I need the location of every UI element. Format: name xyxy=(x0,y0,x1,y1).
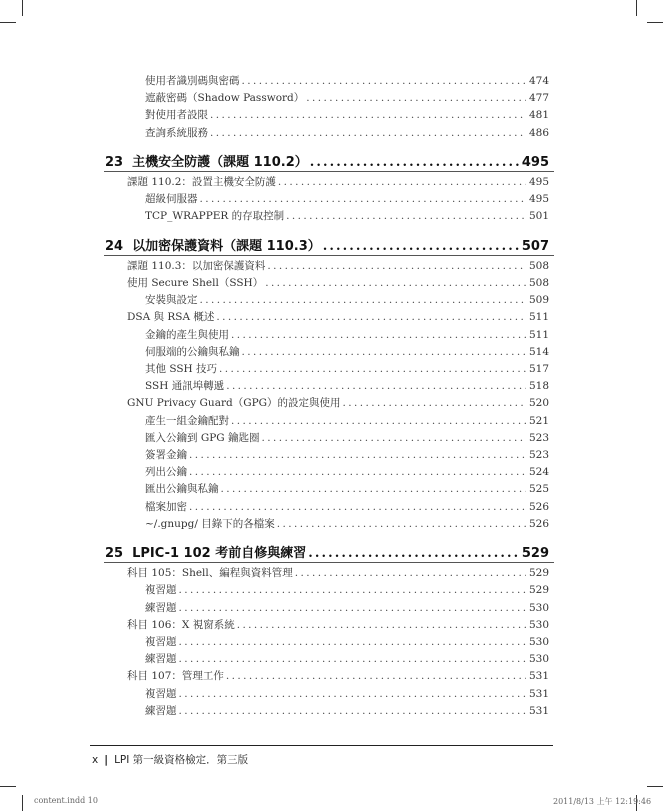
page-number: 530 xyxy=(528,618,549,631)
toc-entry xyxy=(145,703,549,718)
page-number: 530 xyxy=(528,653,549,666)
dot-leader xyxy=(343,397,526,409)
dot-leader xyxy=(221,483,526,495)
toc-entry xyxy=(145,481,549,496)
toc-entry xyxy=(145,430,549,445)
chapter-rule xyxy=(104,171,554,172)
toc-entry xyxy=(145,327,549,342)
dot-leader xyxy=(286,210,526,222)
page-number: 495 xyxy=(528,193,549,206)
page-number: 531 xyxy=(528,670,549,683)
entry-title: 遮蔽密碼（Shadow Password） xyxy=(145,92,305,105)
page-footer xyxy=(92,752,248,767)
footer-book-title: LPI 第一級資格檢定．第三版 xyxy=(114,754,249,766)
entry-title: 練習題 xyxy=(145,653,177,666)
entry-title: 檔案加密 xyxy=(145,500,187,513)
toc-entry xyxy=(145,107,549,122)
dot-leader xyxy=(210,109,526,121)
dot-leader xyxy=(200,294,526,306)
entry-title: 匯入公鑰到 GPG 鑰匙圈 xyxy=(145,431,260,444)
toc-entry xyxy=(145,447,549,462)
toc-entry xyxy=(145,464,549,479)
toc-entry xyxy=(127,309,549,324)
page-number: 529 xyxy=(521,546,549,561)
dot-leader xyxy=(179,636,526,648)
toc-entry xyxy=(127,395,549,410)
dot-leader xyxy=(310,155,519,170)
slug-timestamp: 2011/8/13 上午 12:19:46 xyxy=(553,797,652,806)
dot-leader xyxy=(306,92,526,104)
toc-entry xyxy=(127,668,549,683)
chapter-number: 23 xyxy=(105,154,124,170)
page-number: 518 xyxy=(528,380,549,393)
chapter-title: 主機安全防護（課題 110.2） xyxy=(132,154,308,170)
toc-entry xyxy=(145,292,549,307)
toc-entry xyxy=(145,686,549,701)
dot-leader xyxy=(231,329,526,341)
page-number: 495 xyxy=(528,176,549,188)
chapter-entry xyxy=(105,235,549,254)
toc-entry xyxy=(145,361,549,376)
dot-leader xyxy=(262,432,526,444)
footer-separator: | xyxy=(104,753,109,766)
dot-leader xyxy=(189,449,526,461)
page-number: 501 xyxy=(528,210,549,223)
page-number: 523 xyxy=(528,449,549,461)
footer-page-number: x xyxy=(92,753,99,766)
entry-title: 伺服端的公鑰與私鑰 xyxy=(145,345,240,358)
dot-leader xyxy=(267,260,526,272)
toc-entry xyxy=(145,516,549,531)
page-number: 477 xyxy=(528,92,549,105)
page-number: 531 xyxy=(528,704,549,717)
entry-title: TCP_WRAPPER 的存取控制 xyxy=(145,210,285,223)
entry-title: 練習題 xyxy=(145,704,177,717)
toc-entry xyxy=(145,499,549,514)
page-number: 511 xyxy=(528,328,549,341)
dot-leader xyxy=(226,670,526,682)
page-number: 526 xyxy=(528,500,549,513)
page-number: 508 xyxy=(528,259,549,272)
entry-title: DSA 與 RSA 概述 xyxy=(127,311,215,324)
dot-leader xyxy=(242,346,526,358)
toc-entry xyxy=(145,90,549,105)
dot-leader xyxy=(210,127,526,139)
entry-title: 簽署金鑰 xyxy=(145,449,187,461)
toc-entry xyxy=(145,413,549,428)
dot-leader xyxy=(231,415,526,427)
page-number: 474 xyxy=(528,75,549,87)
toc-entry xyxy=(145,344,549,359)
toc-entry xyxy=(145,73,549,88)
page-number: 529 xyxy=(528,567,549,580)
entry-title: 安裝與設定 xyxy=(145,294,198,307)
chapter-number: 25 xyxy=(105,546,124,561)
entry-title: GNU Privacy Guard（GPG）的設定與使用 xyxy=(127,397,341,410)
page-number: 520 xyxy=(528,397,549,410)
page-number: 523 xyxy=(528,431,549,444)
page-number: 511 xyxy=(528,311,549,324)
entry-title: 匯出公鑰與私鑰 xyxy=(145,483,219,496)
chapter-rule xyxy=(104,255,554,256)
page-number: 530 xyxy=(528,601,549,614)
dot-leader xyxy=(226,380,526,392)
chapter-entry xyxy=(105,542,549,561)
toc-entry xyxy=(127,617,549,632)
entry-title: 複習題 xyxy=(145,687,177,700)
chapter-number: 24 xyxy=(105,238,124,254)
toc-entry xyxy=(145,125,549,140)
page-number: 486 xyxy=(528,126,549,139)
footer-rule xyxy=(90,745,553,746)
dot-leader xyxy=(179,584,526,596)
dot-leader xyxy=(278,176,526,188)
entry-title: 金鑰的產生與使用 xyxy=(145,328,229,341)
dot-leader xyxy=(200,193,526,205)
entry-title: 複習題 xyxy=(145,636,177,648)
entry-title: 列出公鑰 xyxy=(145,466,187,479)
dot-leader xyxy=(189,501,526,513)
page-number: 495 xyxy=(521,154,549,170)
page-number: 514 xyxy=(528,345,549,358)
dot-leader xyxy=(179,602,526,614)
entry-title: 對使用者設限 xyxy=(145,109,208,122)
entry-title: SSH 通訊埠轉遞 xyxy=(145,380,225,393)
dot-leader xyxy=(216,311,526,323)
entry-title: ~/.gnupg/ 目錄下的各檔案 xyxy=(145,517,275,530)
dot-leader xyxy=(277,518,526,530)
dot-leader xyxy=(189,466,526,478)
page-number: 508 xyxy=(528,277,549,289)
toc-entry xyxy=(145,634,549,649)
toc-entry xyxy=(145,378,549,393)
entry-title: 課題 110.2：設置主機安全防護 xyxy=(127,176,276,188)
page-number: 531 xyxy=(528,687,549,700)
page-number: 509 xyxy=(528,294,549,307)
dot-leader xyxy=(265,277,526,289)
slug-file-name: content.indd 10 xyxy=(34,796,98,805)
page-number: 524 xyxy=(528,466,549,479)
toc-entry xyxy=(127,275,549,290)
dot-leader xyxy=(242,75,526,87)
toc-entry xyxy=(145,191,549,206)
entry-title: 使用 Secure Shell（SSH） xyxy=(127,277,264,289)
page-number: 530 xyxy=(528,636,549,648)
page-number: 529 xyxy=(528,584,549,597)
toc-entry xyxy=(127,258,549,273)
page-number: 526 xyxy=(528,517,549,530)
chapter-rule xyxy=(104,562,554,563)
dot-leader xyxy=(219,363,526,375)
toc-entry xyxy=(145,600,549,615)
page-number: 481 xyxy=(528,109,549,122)
entry-title: 科目 105：Shell、編程與資料管理 xyxy=(127,567,293,580)
entry-title: 複習題 xyxy=(145,584,177,597)
page-number: 507 xyxy=(521,238,549,254)
entry-title: 查詢系統服務 xyxy=(145,126,208,139)
dot-leader xyxy=(179,653,526,665)
page-number: 517 xyxy=(528,363,549,375)
dot-leader xyxy=(308,546,519,561)
entry-title: 課題 110.3：以加密保護資料 xyxy=(127,259,266,272)
entry-title: 產生一組金鑰配對 xyxy=(145,414,229,427)
toc-entry xyxy=(127,565,549,580)
page-number: 525 xyxy=(528,483,549,496)
toc-entry xyxy=(145,208,549,223)
dot-leader xyxy=(179,705,526,717)
entry-title: 其他 SSH 技巧 xyxy=(145,363,218,375)
entry-title: 科目 107：管理工作 xyxy=(127,670,224,683)
entry-title: 使用者識別碼與密碼 xyxy=(145,75,240,87)
entry-title: 練習題 xyxy=(145,601,177,614)
chapter-title: 以加密保護資料（課題 110.3） xyxy=(132,238,321,254)
dot-leader xyxy=(295,567,526,579)
toc-entry xyxy=(127,174,549,189)
toc-entry xyxy=(145,651,549,666)
dot-leader xyxy=(237,619,526,631)
page-number: 521 xyxy=(528,414,549,427)
entry-title: 超級伺服器 xyxy=(145,193,198,206)
chapter-entry xyxy=(105,151,549,170)
entry-title: 科目 106：X 視窗系統 xyxy=(127,618,235,631)
toc-entry xyxy=(145,582,549,597)
chapter-title: LPIC-1 102 考前自修與練習 xyxy=(132,546,307,561)
dot-leader xyxy=(179,688,526,700)
dot-leader xyxy=(323,239,519,254)
